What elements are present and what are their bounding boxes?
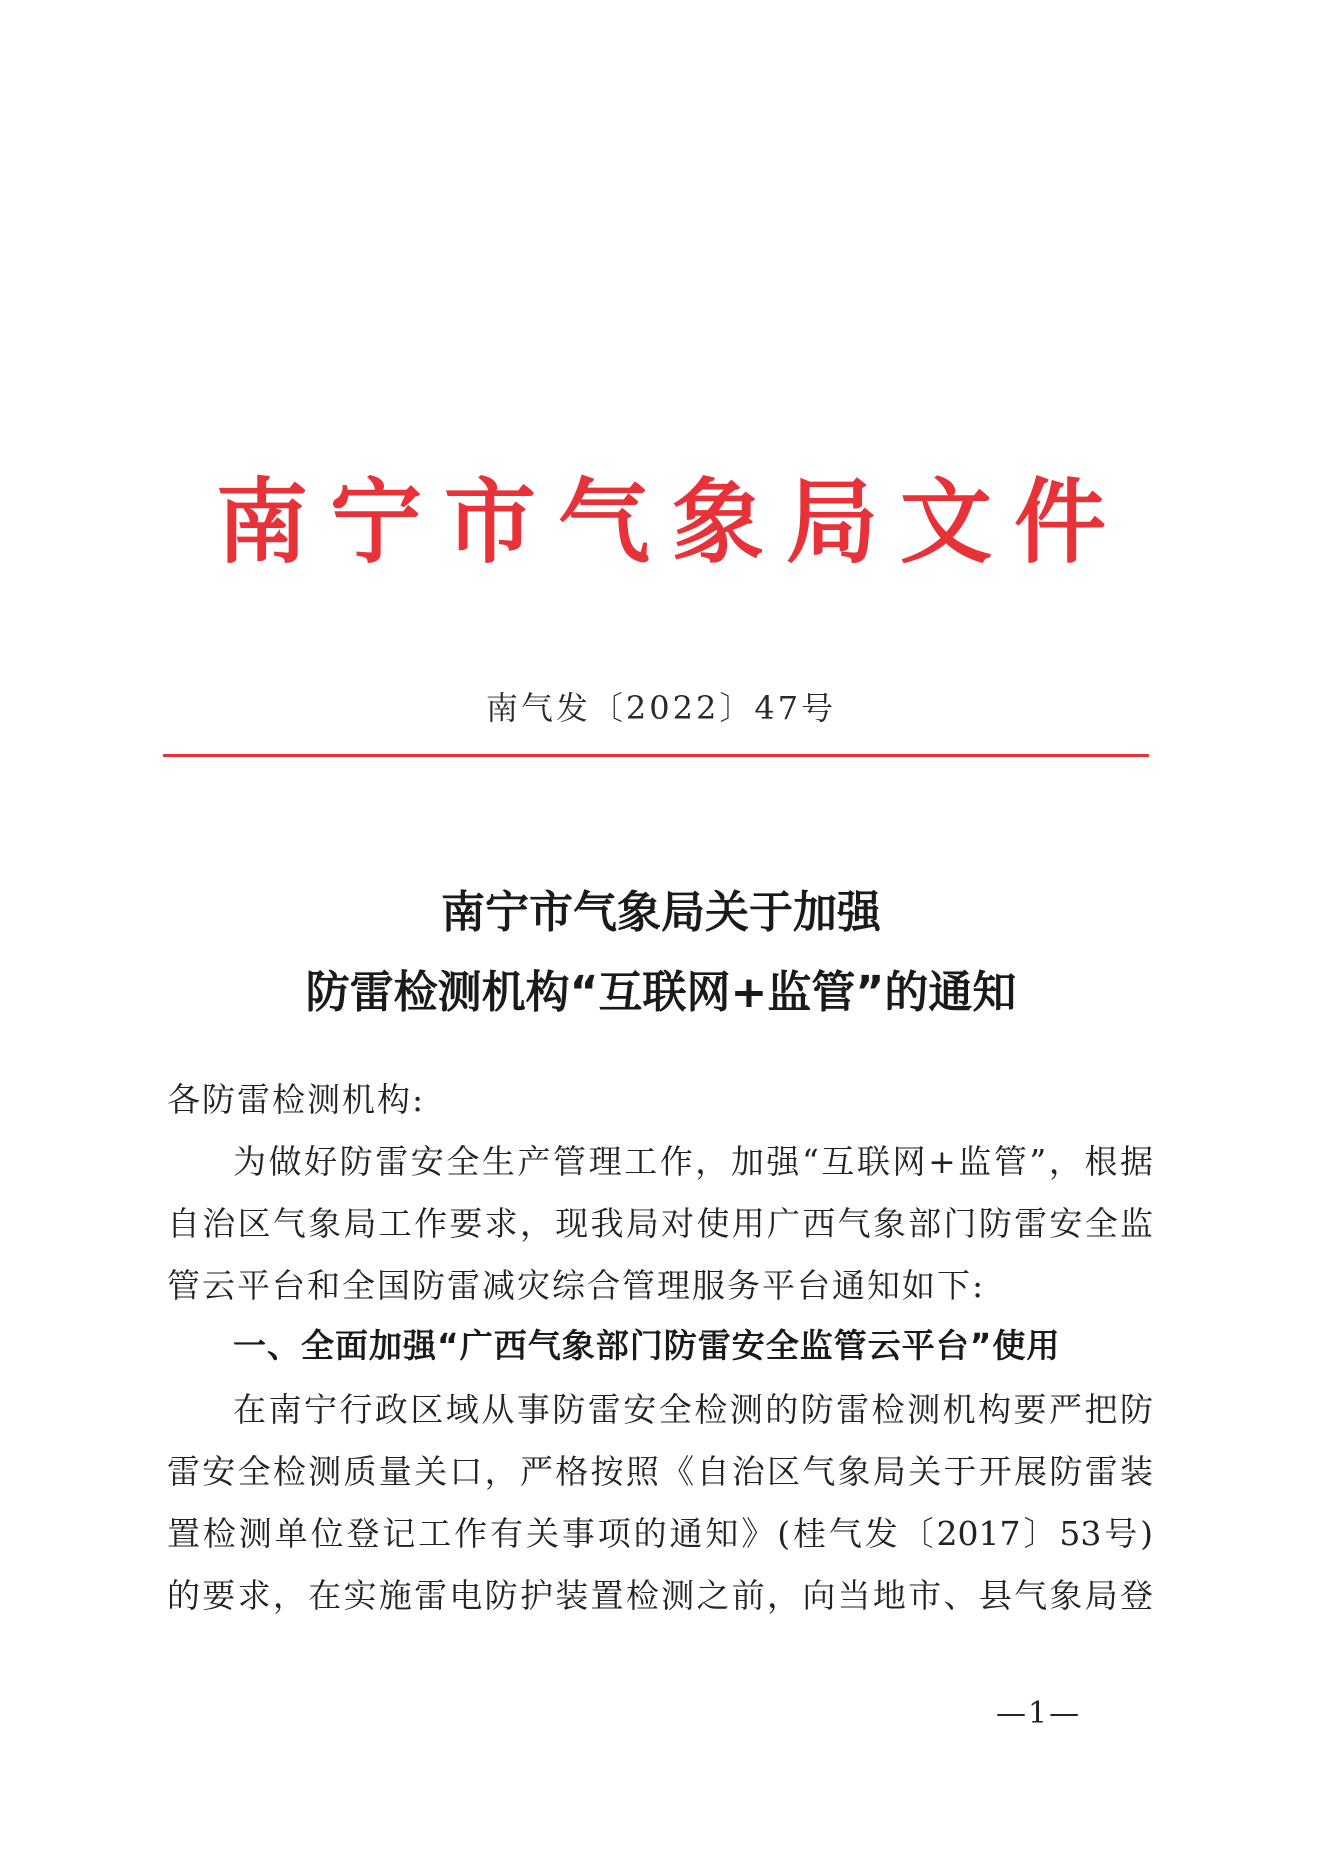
document-number: 南气发〔2022〕47号 (485, 689, 837, 727)
issuing-authority-header: 南宁市气象局文件 (215, 468, 1128, 576)
paragraph-1-line-1: 为做好防雷安全生产管理工作，加强“互联网+监管”，根据 (233, 1142, 1153, 1181)
paragraph-2-line-1: 在南宁行政区域从事防雷安全检测的防雷检测机构要严把防 (233, 1390, 1153, 1429)
red-divider-line (163, 754, 1149, 757)
notice-title-line-1: 南宁市气象局关于加强 (441, 887, 881, 938)
paragraph-2-line-4: 的要求，在实施雷电防护装置检测之前，向当地市、县气象局登 (167, 1576, 1153, 1615)
notice-title-line-2: 防雷检测机构“互联网+监管”的通知 (305, 967, 1017, 1018)
paragraph-2-line-3: 置检测单位登记工作有关事项的通知》(桂气发〔2017〕53号) (167, 1514, 1153, 1553)
paragraph-2-line-2: 雷安全检测质量关口，严格按照《自治区气象局关于开展防雷装 (167, 1452, 1153, 1491)
salutation: 各防雷检测机构: (167, 1080, 426, 1119)
paragraph-1-line-2: 自治区气象局工作要求，现我局对使用广西气象部门防雷安全监 (167, 1204, 1153, 1243)
page-number: —1— (996, 1696, 1082, 1731)
section-1-heading: 一、全面加强“广西气象部门防雷安全监管云平台”使用 (233, 1326, 1061, 1365)
paragraph-1-line-3: 管云平台和全国防雷减灾综合管理服务平台通知如下: (167, 1266, 986, 1305)
